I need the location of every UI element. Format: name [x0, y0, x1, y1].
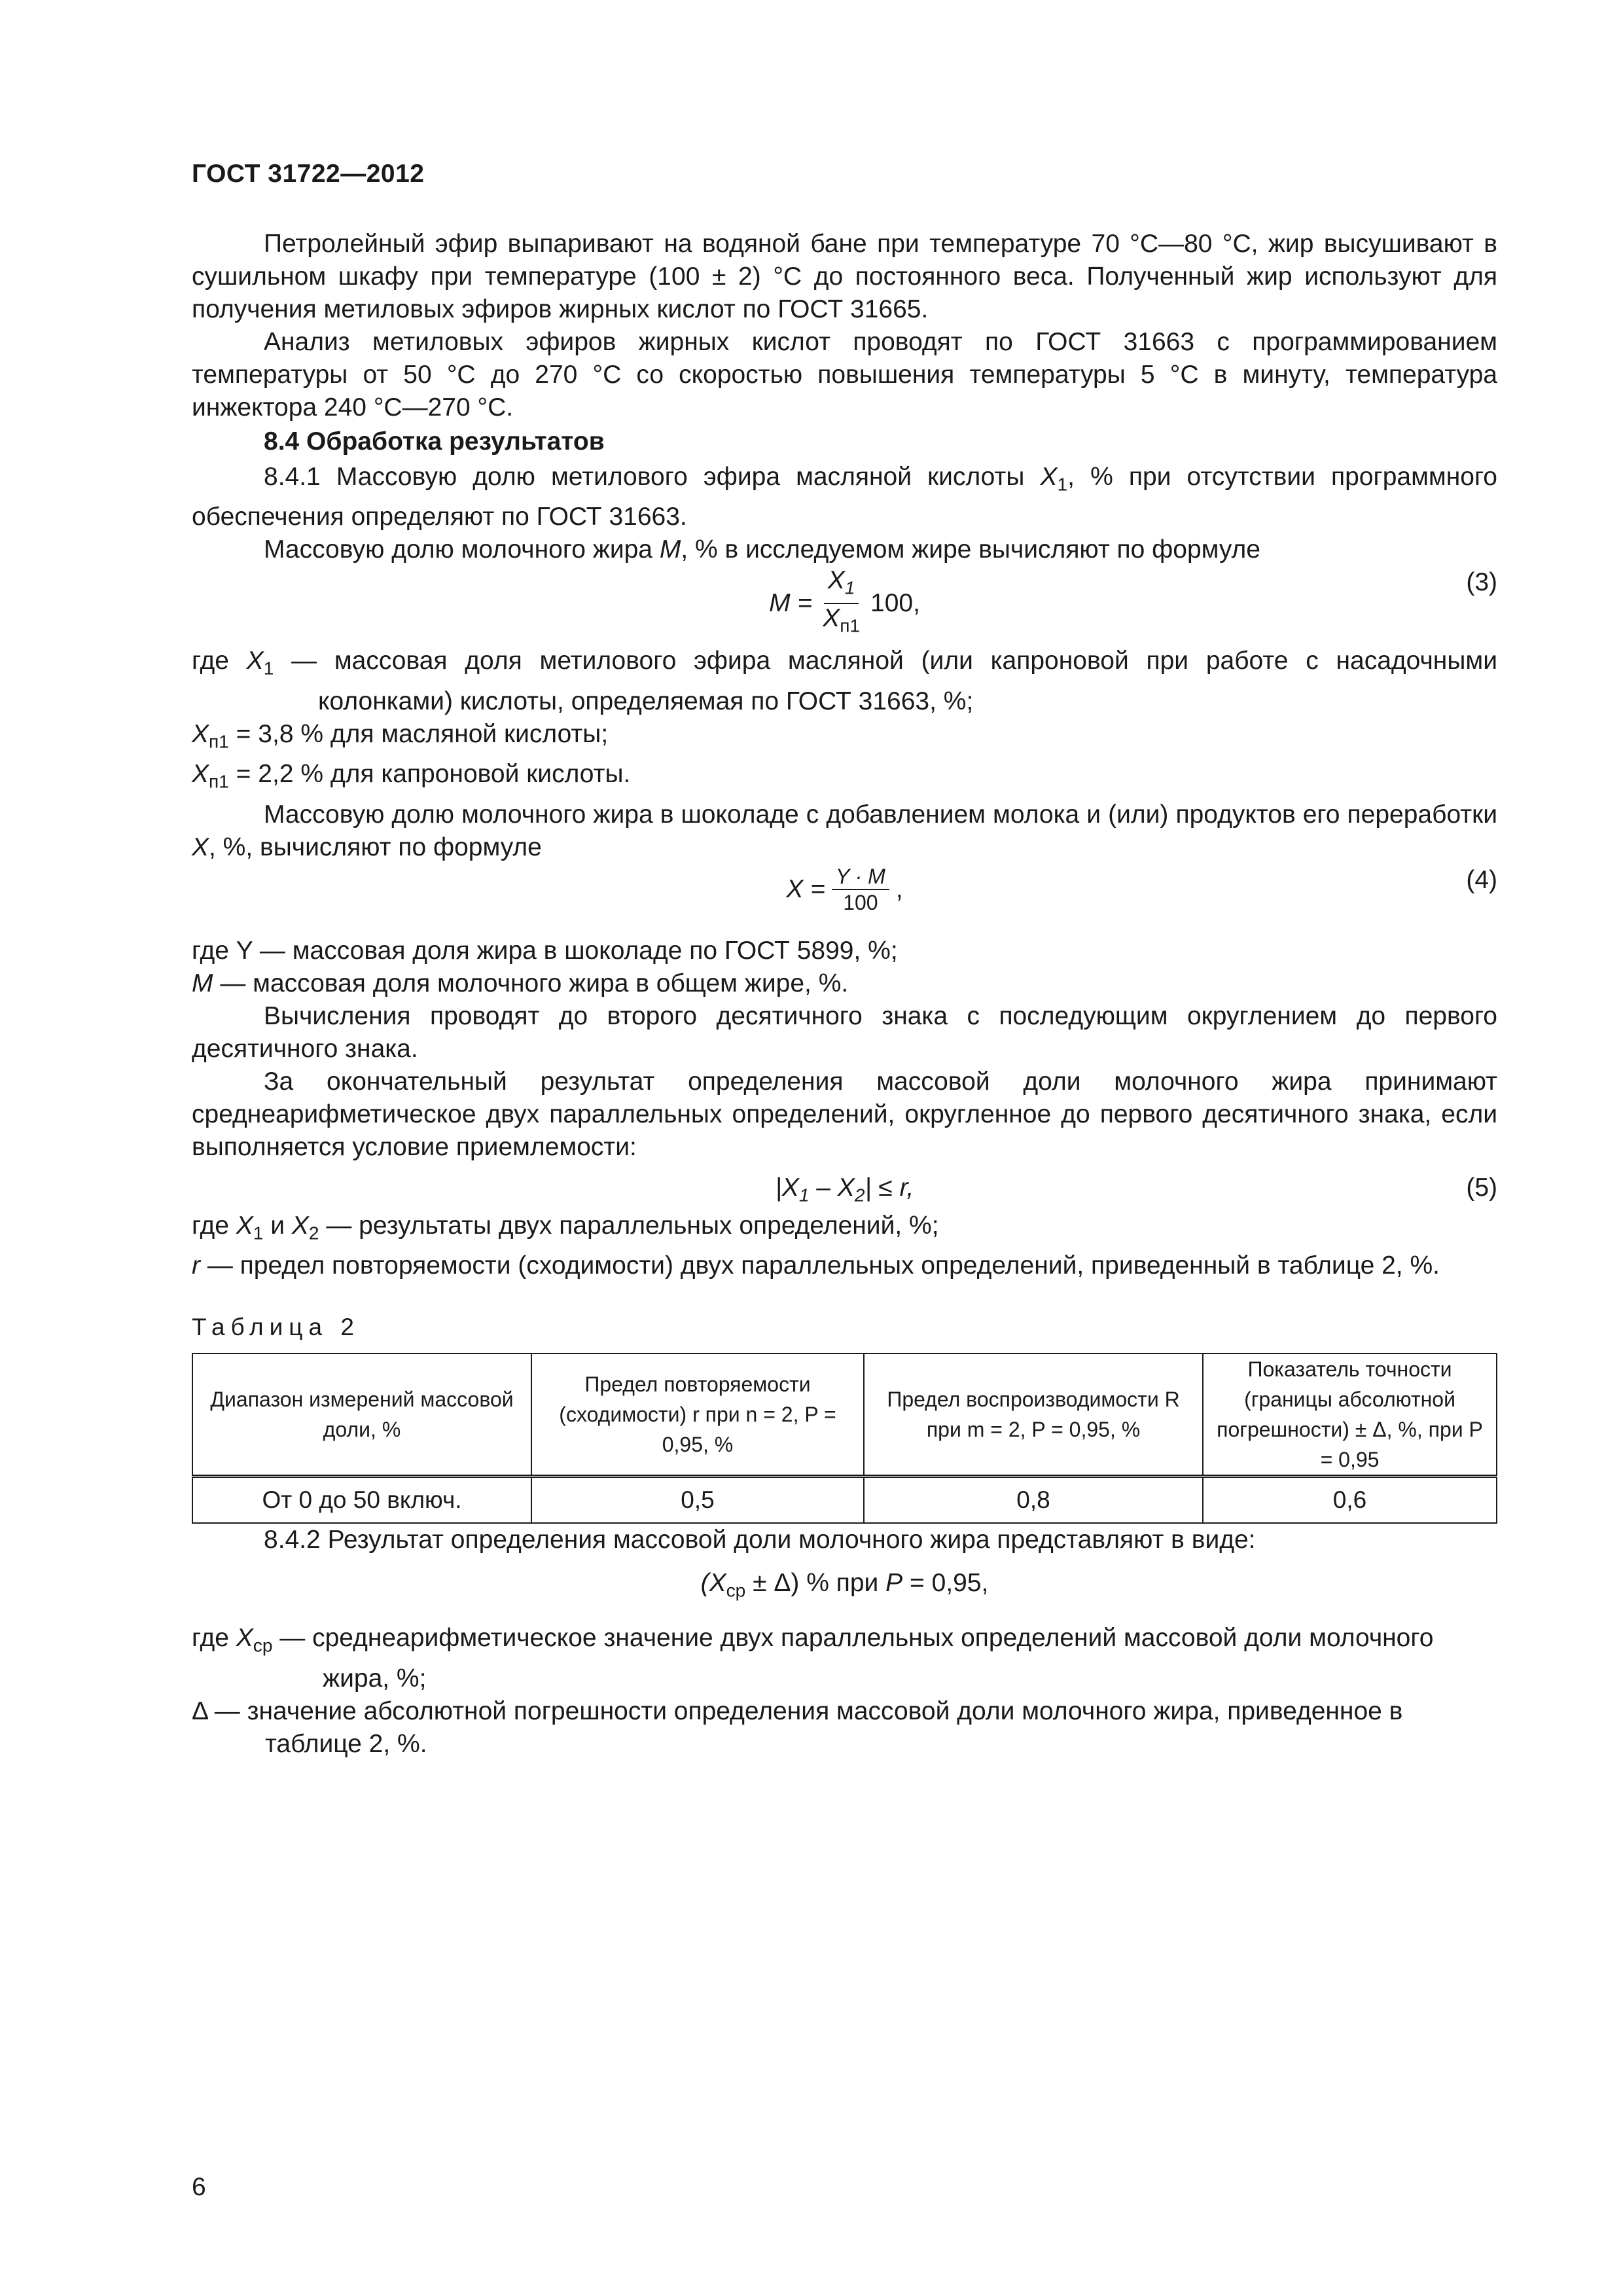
definition-xn1-butyric: $X_{п1} = 3,8$ % для масляной кислоты;	[192, 719, 609, 752]
paragraph-calc: Вычисления проводят до второго десятичного знака с последующим округлением до первого десятичного знака.	[192, 1001, 1497, 1063]
formula-5: $|X_1 - X_2| \le r$, (5)	[192, 1164, 1497, 1210]
paragraph-x-intro: Массовую долю молочного жира в шоколаде с добавлением молока и (или) продуктов его переработки X, %, вычисляют по формуле	[192, 800, 1497, 861]
paragraph-final-result: За окончательный результат определения массовой доли молочного жира принимают среднеарифметическое двух параллельных определений, округленное до первого десятичного знака, если выполняется условие приемлемости:	[192, 1067, 1497, 1161]
table-header-cell: Предел воспроизводимости R при m = 2, P = 0,95, %	[864, 1354, 1203, 1477]
table-row	[192, 1477, 1497, 1524]
table-cell: 0,5	[531, 1477, 864, 1524]
paragraph-842: 8.4.2 Результат определения массовой доли молочного жира представляют в виде:	[264, 1526, 1256, 1554]
definition-delta: Δ — значение абсолютной погрешности определения массовой доли молочного жира, приведенное в таблице 2, %.	[192, 1696, 1403, 1758]
formula-4: X = $\frac{Y \cdot M}{100}$ , (4)	[786, 864, 1497, 914]
table-cell: 0,6	[1203, 1477, 1497, 1524]
table-header-cell: Предел повторяемости (сходимости) r при n = 2, P = 0,95, %	[531, 1354, 864, 1477]
definition-xn1-caproic: $X_{п1} = 2,2$ % для капроновой кислоты.	[192, 760, 631, 792]
formula-3: M = $\frac{X_1}{X_{п1}}$ 100, (3)	[192, 566, 1497, 645]
table-header-cell: Диапазон измерений массовой доли, %	[192, 1354, 531, 1477]
table-header-cell: Показатель точности (границы абсолютной погрешности) ± Δ, %, при P = 0,95	[1203, 1354, 1497, 1477]
definition-x1: где $X_1$ — массовая доля метилового эфира масляной (или капроновой при работе с насадочными колонками) кислоты, определяемая по ГОСТ 31663, %;	[192, 647, 1497, 715]
paragraph-m-intro: Массовую долю молочного жира M, % в исследуемом жире вычисляют по формуле	[264, 535, 1260, 564]
definition-r: r — предел повторяемости (сходимости) двух параллельных определений, приведенный в таблице 2, %.	[192, 1251, 1440, 1280]
table-caption: Таблица 2	[192, 1314, 360, 1341]
document-header: ГОСТ 31722—2012	[192, 160, 425, 188]
page-number: 6	[192, 2173, 206, 2201]
table-cell: 0,8	[864, 1477, 1203, 1524]
paragraph-analysis: Анализ метиловых эфиров жирных кислот проводят по ГОСТ 31663 с программированием температуры от 50 °С до 270 °С со скоростью повышения температуры 5 °С в минуту, температура инжектора 240 °С—270 °С.	[192, 328, 1497, 422]
definition-x1-x2: где $X_1$ и $X_2$ — результаты двух параллельных определений, %;	[192, 1211, 939, 1244]
paragraph-841: 8.4.1 Массовую долю метилового эфира масляной кислоты $X_1$, % при отсутствии программного обеспечения определяют по ГОСТ 31663.	[192, 463, 1497, 531]
definition-y: где Y — массовая доля жира в шоколаде по ГОСТ 5899, %;	[192, 936, 898, 965]
table-cell: От 0 до 50 включ.	[192, 1477, 531, 1524]
formula-result: $(X_{ср} \pm \Delta)$ % при P = 0,95,	[700, 1569, 989, 1601]
document-body	[192, 228, 1497, 1761]
equation-number: (5)	[1466, 1173, 1497, 1202]
fraction: $\frac{Y \cdot M}{100}$	[832, 864, 889, 915]
section-title: 8.4 Обработка результатов	[264, 427, 605, 456]
equation-number: (3)	[1466, 568, 1497, 597]
fraction: $\frac{X_1}{X_{п1}}$	[823, 566, 861, 636]
paragraph-evaporation: Петролейный эфир выпаривают на водяной бане при температуре 70 °С—80 °С, жир высушивают в сушильном шкафу при температуре (100 ± 2) °С до постоянного веса. Полученный жир используют для получения метиловых эфиров жирных кислот по ГОСТ 31665.	[192, 230, 1497, 323]
var-x: X	[1040, 463, 1058, 491]
table-header-row	[192, 1354, 1497, 1477]
equation-number: (4)	[1466, 865, 1497, 894]
definition-m: M — массовая доля молочного жира в общем жире, %.	[192, 969, 849, 997]
definition-xcp: где $X_{ср}$ — среднеарифметическое значение двух параллельных определений массовой доли молочного жира, %;	[192, 1624, 1434, 1693]
precision-table	[192, 1353, 1497, 1524]
